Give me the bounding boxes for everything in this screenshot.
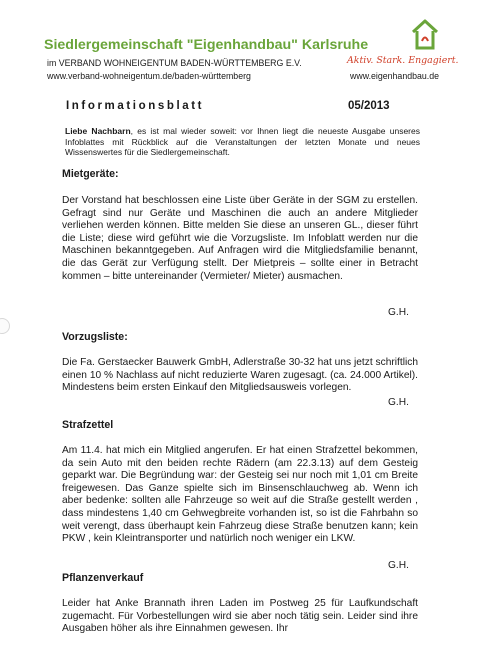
- section-heading: Vorzugsliste:: [62, 331, 128, 343]
- slogan: Aktiv. Stark. Engagiert.: [347, 55, 459, 66]
- section-body: Leider hat Anke Brannath ihren Laden im Postweg 25 für Laufkundschaft zugemacht. Für Vorbestellungen wird sie aber noch tätig sein. Leider sind ihre Ausgaben höher als ihre Einnahmen gewesen. Ihr: [62, 598, 418, 635]
- verband-link[interactable]: www.verband-wohneigentum.de/baden-württemberg: [47, 71, 251, 81]
- intro-greeting: Liebe Nachbarn: [65, 126, 131, 136]
- section-body: Der Vorstand hat beschlossen eine Liste über Geräte in der SGM zu erstellen. Gefragt sind nur Geräte und Maschinen die auch an andere Mitglieder verliehen werden können. Bitte melden Sie diese an unseren GL., dieser führt die Liste; diese wird geführt wie die Vorzugsliste. Im Infoblatt werden nur die Maschinen bekanntgegeben. Auf Anfragen wird die Mitgliedsfamilie benannt, die das Gerät zur Verfügung stellt. Der Mietpreis – sollte einer in Betracht kommen – bitte untereinander (Vermieter/ Mieter) ausmachen.: [62, 195, 418, 282]
- org-name: Siedlergemeinschaft "Eigenhandbau" Karlsruhe: [44, 37, 369, 53]
- signature: G.H.: [388, 397, 409, 408]
- section-body: Am 11.4. hat mich ein Mitglied angerufen. Er hat einen Strafzettel bekommen, da sein Auto mit den beiden rechte Rädern (am 22.3.13) auf dem Gesteig geparkt war. Die Begründung war: der Gesteig sei nur noch mit 1,01 cm Breite freigewesen. Das Ganze spielte sich im Binsenschlauchweg ab. Wenn ich aber bedenke: sollten alle Fahrzeuge so weit auf die Straße gestellt werden , dass mindestens 1,40 cm Gehwegbreite vorhanden ist, so ist die Fahrbahn so weit verengt, dass überhaupt kein Fahrzeug diese Straße benutzen kann; kein PKW , kein Kleintransporter und natürlich noch weniger ein LKW.: [62, 445, 418, 545]
- member-line: im VERBAND WOHNEIGENTUM BADEN-WÜRTTEMBERG E.V.: [47, 58, 302, 68]
- section-heading: Pflanzenverkauf: [62, 572, 144, 584]
- intro-text: , es ist mal wieder soweit: vor Ihnen liegt die neueste Ausgabe unseres Infoblattes mit Rückblick auf die Veranstaltungen der letzten Monate und neues Wissenswertes für die Siedlergemeinschaft.: [65, 126, 420, 157]
- house-logo-icon: [410, 18, 440, 57]
- section-body: Die Fa. Gerstaecker Bauwerk GmbH, Adlerstraße 30-32 hat uns jetzt schriftlich einen 10 % Nachlass auf nicht reduzierte Waren zugesagt. (ca. 24.000 Artikel). Mindestens beim ersten Einkauf den Mitgliedsausweis vorlegen.: [62, 357, 418, 394]
- punch-hole: [0, 318, 10, 334]
- website-link[interactable]: www.eigenhandbau.de: [350, 71, 440, 81]
- section-heading: Strafzettel: [62, 419, 114, 431]
- signature: G.H.: [388, 307, 409, 318]
- issue-number: 05/2013: [348, 100, 390, 112]
- section-heading: Mietgeräte:: [62, 168, 119, 180]
- document-title: Informationsblatt: [66, 100, 205, 112]
- signature: G.H.: [388, 560, 409, 571]
- intro-paragraph: [65, 126, 420, 158]
